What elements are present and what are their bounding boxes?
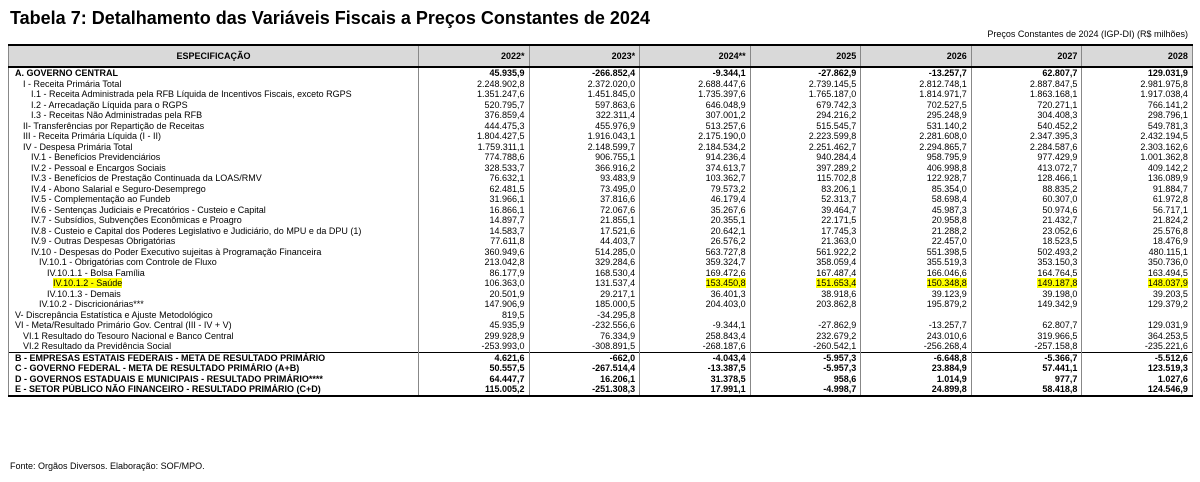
row-value: 50.557,5	[419, 363, 530, 374]
row-value: 679.742,3	[750, 100, 861, 111]
unit-note: Preços Constantes de 2024 (IGP-DI) (R$ milhões)	[987, 29, 1188, 39]
row-value: 258.843,4	[640, 331, 751, 342]
row-value: 72.067,6	[529, 205, 640, 216]
row-value: 129.031,9	[1082, 67, 1193, 79]
table-row	[9, 331, 1193, 342]
row-value: 455.976,9	[529, 121, 640, 132]
row-value: 1.027,6	[1082, 374, 1193, 385]
row-value: 85.354,0	[861, 184, 972, 195]
row-value: 14.583,7	[419, 226, 530, 237]
row-value: 319.966,5	[971, 331, 1082, 342]
table-row	[9, 310, 1193, 321]
row-label: III - Receita Primária Líquida (I - II)	[9, 131, 419, 142]
row-label: IV.8 - Custeio e Capital dos Poderes Legislativo e Judiciário, do MPU e da DPU (1)	[9, 226, 419, 237]
row-value: 1.917.038,4	[1082, 89, 1193, 100]
row-value: 60.307,0	[971, 194, 1082, 205]
row-label: C - GOVERNO FEDERAL - META DE RESULTADO PRIMÁRIO (A+B)	[9, 363, 419, 374]
row-value	[861, 278, 972, 289]
header-spec: ESPECIFICAÇÃO	[9, 45, 419, 67]
row-value: 2.294.865,7	[861, 142, 972, 153]
table-row	[9, 142, 1193, 153]
row-value: 350.736,0	[1082, 257, 1193, 268]
row-value: 1.735.397,6	[640, 89, 751, 100]
row-value: 597.863,6	[529, 100, 640, 111]
row-value: 1.759.311,1	[419, 142, 530, 153]
row-value: 22.457,0	[861, 236, 972, 247]
row-value: 4.621,6	[419, 352, 530, 363]
row-value: 45.935,9	[419, 320, 530, 331]
row-value: 444.475,3	[419, 121, 530, 132]
row-value: 50.974,6	[971, 205, 1082, 216]
row-value: -4.998,7	[750, 384, 861, 396]
row-value: 124.546,9	[1082, 384, 1193, 396]
table-row	[9, 121, 1193, 132]
row-value: 409.142,2	[1082, 163, 1193, 174]
row-value: 129.379,2	[1082, 299, 1193, 310]
row-value: 1.804.427,5	[419, 131, 530, 142]
row-value: 195.879,2	[861, 299, 972, 310]
row-value: -13.387,5	[640, 363, 751, 374]
header-year: 2023*	[529, 45, 640, 67]
row-label: I.3 - Receitas Não Administradas pela RFB	[9, 110, 419, 121]
row-value: 906.755,1	[529, 152, 640, 163]
row-value: 147.906,9	[419, 299, 530, 310]
row-value: 702.527,5	[861, 100, 972, 111]
row-label: I - Receita Primária Total	[9, 79, 419, 90]
row-value: -27.862,9	[750, 320, 861, 331]
row-label: IV.6 - Sentenças Judiciais e Precatórios - Custeio e Capital	[9, 205, 419, 216]
row-value: 1.863.168,1	[971, 89, 1082, 100]
row-value: 35.267,6	[640, 205, 751, 216]
table-row	[9, 384, 1193, 396]
row-value	[971, 278, 1082, 289]
table-row	[9, 363, 1193, 374]
row-value: 164.764,5	[971, 268, 1082, 279]
row-value: -9.344,1	[640, 320, 751, 331]
table-row	[9, 184, 1193, 195]
table-row	[9, 320, 1193, 331]
row-value: -27.862,9	[750, 67, 861, 79]
row-label: IV.10.1 - Obrigatórias com Controle de Fluxo	[9, 257, 419, 268]
row-label: II- Transferências por Repartição de Receitas	[9, 121, 419, 132]
row-value: 2.281.608,0	[861, 131, 972, 142]
row-value: 64.447,7	[419, 374, 530, 385]
row-value: 61.972,8	[1082, 194, 1193, 205]
row-value: 2.739.145,5	[750, 79, 861, 90]
row-label: IV.1 - Benefícios Previdenciários	[9, 152, 419, 163]
row-value: 52.313,7	[750, 194, 861, 205]
row-value: 2.284.587,6	[971, 142, 1082, 153]
table-row	[9, 268, 1193, 279]
row-value: 56.717,1	[1082, 205, 1193, 216]
row-label: I.2 - Arrecadação Líquida para o RGPS	[9, 100, 419, 111]
row-label: IV.10.1.3 - Demais	[9, 289, 419, 300]
row-value: 20.958,8	[861, 215, 972, 226]
row-label: V- Discrepância Estatística e Ajuste Metodológico	[9, 310, 419, 321]
table-row	[9, 257, 1193, 268]
table-row	[9, 110, 1193, 121]
row-label: A. GOVERNO CENTRAL	[9, 67, 419, 79]
row-value: 2.184.534,2	[640, 142, 751, 153]
table-row	[9, 194, 1193, 205]
row-value: 819,5	[419, 310, 530, 321]
row-value: 551.398,5	[861, 247, 972, 258]
row-value: 413.072,7	[971, 163, 1082, 174]
row-value: 515.545,7	[750, 121, 861, 132]
row-value: 123.519,3	[1082, 363, 1193, 374]
row-value: 17.745,3	[750, 226, 861, 237]
row-value: 307.001,2	[640, 110, 751, 121]
row-value: 62.807,7	[971, 320, 1082, 331]
row-value: 353.150,3	[971, 257, 1082, 268]
row-value	[1082, 278, 1193, 289]
row-value: 21.363,0	[750, 236, 861, 247]
row-value: 115.005,2	[419, 384, 530, 396]
row-value: 73.495,0	[529, 184, 640, 195]
row-value: 91.884,7	[1082, 184, 1193, 195]
row-value: 39.203,5	[1082, 289, 1193, 300]
table-title: Tabela 7: Detalhamento das Variáveis Fiscais a Preços Constantes de 2024	[10, 8, 650, 28]
row-value	[750, 310, 861, 321]
row-value: 36.401,3	[640, 289, 751, 300]
row-value: 406.998,8	[861, 163, 972, 174]
row-value: 22.171,5	[750, 215, 861, 226]
row-value: 720.271,1	[971, 100, 1082, 111]
row-value: 88.835,2	[971, 184, 1082, 195]
row-value: -5.366,7	[971, 352, 1082, 363]
row-value: 20.501,9	[419, 289, 530, 300]
row-value: 2.223.599,8	[750, 131, 861, 142]
row-value: 21.288,2	[861, 226, 972, 237]
row-value: 76.632,1	[419, 173, 530, 184]
table-header-row	[9, 45, 1193, 67]
row-value: 2.688.447,6	[640, 79, 751, 90]
row-value: -9.344,1	[640, 67, 751, 79]
row-value: 23.052,6	[971, 226, 1082, 237]
row-value: 24.899,8	[861, 384, 972, 396]
table-row	[9, 215, 1193, 226]
row-value: 21.824,2	[1082, 215, 1193, 226]
row-value: 83.206,1	[750, 184, 861, 195]
row-value: 21.432,7	[971, 215, 1082, 226]
row-value: 2.981.975,8	[1082, 79, 1193, 90]
table-row	[9, 131, 1193, 142]
row-value: 169.472,6	[640, 268, 751, 279]
row-value: 2.887.847,5	[971, 79, 1082, 90]
row-value: -34.295,8	[529, 310, 640, 321]
row-value: 16.206,1	[529, 374, 640, 385]
row-value: 17.991,1	[640, 384, 751, 396]
row-value: 77.611,8	[419, 236, 530, 247]
row-value: 44.403,7	[529, 236, 640, 247]
row-value: 2.248.902,8	[419, 79, 530, 90]
row-value: 62.807,7	[971, 67, 1082, 79]
fiscal-table	[8, 44, 1193, 397]
table-row	[9, 163, 1193, 174]
row-value: 17.521,6	[529, 226, 640, 237]
row-value: 131.537,4	[529, 278, 640, 289]
row-label: IV - Despesa Primária Total	[9, 142, 419, 153]
table-row	[9, 374, 1193, 385]
row-label: B - EMPRESAS ESTATAIS FEDERAIS - META DE RESULTADO PRIMÁRIO	[9, 352, 419, 363]
row-value: 128.466,1	[971, 173, 1082, 184]
row-value: 14.897,7	[419, 215, 530, 226]
row-value: 531.140,2	[861, 121, 972, 132]
row-value: 232.679,2	[750, 331, 861, 342]
row-value: 1.014,9	[861, 374, 972, 385]
row-value: 513.257,6	[640, 121, 751, 132]
row-value: 57.441,1	[971, 363, 1082, 374]
row-label: IV.4 - Abono Salarial e Seguro-Desemprego	[9, 184, 419, 195]
row-value: 977,7	[971, 374, 1082, 385]
source-note: Fonte: Orgãos Diversos. Elaboração: SOF/MPO.	[10, 461, 205, 471]
row-value: 2.812.748,1	[861, 79, 972, 90]
highlighted-value: 151.653,4	[816, 278, 857, 289]
row-value: 1.001.362,8	[1082, 152, 1193, 163]
row-value: -267.514,4	[529, 363, 640, 374]
row-value: 20.355,1	[640, 215, 751, 226]
row-value: 540.452,2	[971, 121, 1082, 132]
row-value: 45.987,3	[861, 205, 972, 216]
row-value: 774.788,6	[419, 152, 530, 163]
row-label: IV.2 - Pessoal e Encargos Sociais	[9, 163, 419, 174]
row-value: 1.451.845,0	[529, 89, 640, 100]
row-value: 136.089,9	[1082, 173, 1193, 184]
row-value: 366.916,2	[529, 163, 640, 174]
row-value: 360.949,6	[419, 247, 530, 258]
row-value: 167.487,4	[750, 268, 861, 279]
table-row	[9, 278, 1193, 289]
row-value	[640, 310, 751, 321]
row-value: 304.408,3	[971, 110, 1082, 121]
row-value: 480.115,1	[1082, 247, 1193, 258]
row-label: I.1 - Receita Administrada pela RFB Líquida de Incentivos Fiscais, exceto RGPS	[9, 89, 419, 100]
header-year: 2027	[971, 45, 1082, 67]
row-value: 106.363,0	[419, 278, 530, 289]
row-label: VI - Meta/Resultado Primário Gov. Central (III - IV + V)	[9, 320, 419, 331]
row-label: D - GOVERNOS ESTADUAIS E MUNICIPAIS - RESULTADO PRIMÁRIO****	[9, 374, 419, 385]
row-value: -257.158,8	[971, 341, 1082, 352]
row-value: 958,6	[750, 374, 861, 385]
row-value: -260.542,1	[750, 341, 861, 352]
row-value	[750, 278, 861, 289]
row-value: 298.796,1	[1082, 110, 1193, 121]
table-row	[9, 226, 1193, 237]
table-row	[9, 89, 1193, 100]
row-value: 359.324,7	[640, 257, 751, 268]
row-value: 45.935,9	[419, 67, 530, 79]
row-value: 76.334,9	[529, 331, 640, 342]
row-value: 914.236,4	[640, 152, 751, 163]
row-value: 563.727,8	[640, 247, 751, 258]
row-value: 1.351.247,6	[419, 89, 530, 100]
row-value: 16.866,1	[419, 205, 530, 216]
row-value: 299.928,9	[419, 331, 530, 342]
row-value: 204.403,0	[640, 299, 751, 310]
header-year: 2024**	[640, 45, 751, 67]
row-value: -235.221,6	[1082, 341, 1193, 352]
row-value: 21.855,1	[529, 215, 640, 226]
row-value	[861, 310, 972, 321]
row-value: 376.859,4	[419, 110, 530, 121]
row-value: 977.429,9	[971, 152, 1082, 163]
row-value: 549.781,3	[1082, 121, 1193, 132]
row-value: 397.289,2	[750, 163, 861, 174]
row-value: -253.993,0	[419, 341, 530, 352]
row-value: 166.046,6	[861, 268, 972, 279]
row-value: 294.216,2	[750, 110, 861, 121]
row-value: 374.613,7	[640, 163, 751, 174]
highlighted-value: 148.037,9	[1147, 278, 1188, 289]
row-value: 2.372.020,0	[529, 79, 640, 90]
row-value: -5.957,3	[750, 352, 861, 363]
row-value: 502.493,2	[971, 247, 1082, 258]
row-value: 86.177,9	[419, 268, 530, 279]
highlighted-label: IV.10.1.2 - Saúde	[53, 278, 123, 289]
table-row	[9, 100, 1193, 111]
row-value: 129.031,9	[1082, 320, 1193, 331]
row-value: 213.042,8	[419, 257, 530, 268]
row-label: IV.7 - Subsídios, Subvenções Econômicas e Proagro	[9, 215, 419, 226]
row-value: 295.248,9	[861, 110, 972, 121]
table-row	[9, 247, 1193, 258]
row-value: 328.533,7	[419, 163, 530, 174]
highlighted-value: 149.187,8	[1037, 278, 1078, 289]
row-value: 46.179,4	[640, 194, 751, 205]
row-value: 514.285,0	[529, 247, 640, 258]
table-row	[9, 299, 1193, 310]
row-value: 958.795,9	[861, 152, 972, 163]
row-label: VI.1 Resultado do Tesouro Nacional e Banco Central	[9, 331, 419, 342]
row-value: -268.187,6	[640, 341, 751, 352]
row-value: 38.918,6	[750, 289, 861, 300]
header-year: 2022*	[419, 45, 530, 67]
table-row	[9, 173, 1193, 184]
row-value: 2.432.194,5	[1082, 131, 1193, 142]
row-value: -6.648,8	[861, 352, 972, 363]
table-row	[9, 152, 1193, 163]
table-row	[9, 289, 1193, 300]
row-label: IV.5 - Complementação ao Fundeb	[9, 194, 419, 205]
row-value: 103.362,7	[640, 173, 751, 184]
row-value: 1.916.043,1	[529, 131, 640, 142]
row-value: 39.464,7	[750, 205, 861, 216]
row-value: 185.000,5	[529, 299, 640, 310]
row-value: 1.765.187,0	[750, 89, 861, 100]
row-label: VI.2 Resultado da Previdência Social	[9, 341, 419, 352]
table-row	[9, 352, 1193, 363]
row-value	[971, 310, 1082, 321]
row-value: -251.308,3	[529, 384, 640, 396]
row-value: -5.512,6	[1082, 352, 1193, 363]
row-value: 520.795,7	[419, 100, 530, 111]
row-value: -308.891,5	[529, 341, 640, 352]
row-value: 29.217,1	[529, 289, 640, 300]
row-value	[1082, 310, 1193, 321]
row-value: 2.347.395,3	[971, 131, 1082, 142]
row-value: 31.966,1	[419, 194, 530, 205]
row-value: 329.284,6	[529, 257, 640, 268]
row-value: 2.175.190,0	[640, 131, 751, 142]
row-value: 561.922,2	[750, 247, 861, 258]
header-year: 2025	[750, 45, 861, 67]
row-value: 358.059,4	[750, 257, 861, 268]
header-year: 2026	[861, 45, 972, 67]
row-value: -662,0	[529, 352, 640, 363]
row-value: -13.257,7	[861, 320, 972, 331]
row-label: IV.10 - Despesas do Poder Executivo sujeitas à Programação Financeira	[9, 247, 419, 258]
row-value: 364.253,5	[1082, 331, 1193, 342]
row-value: 2.251.462,7	[750, 142, 861, 153]
row-value: 203.862,8	[750, 299, 861, 310]
row-value: 25.576,8	[1082, 226, 1193, 237]
row-value: 39.198,0	[971, 289, 1082, 300]
row-value: 23.884,9	[861, 363, 972, 374]
row-value: 322.311,4	[529, 110, 640, 121]
row-value: 93.483,9	[529, 173, 640, 184]
row-value: 18.523,5	[971, 236, 1082, 247]
row-value: 766.141,2	[1082, 100, 1193, 111]
row-value: 940.284,4	[750, 152, 861, 163]
table-row	[9, 236, 1193, 247]
row-value: 39.123,9	[861, 289, 972, 300]
table-row	[9, 341, 1193, 352]
row-label: IV.10.1.1 - Bolsa Família	[9, 268, 419, 279]
row-value: 122.928,7	[861, 173, 972, 184]
row-value: 115.702,8	[750, 173, 861, 184]
row-value: 20.642,1	[640, 226, 751, 237]
row-value: 18.476,9	[1082, 236, 1193, 247]
row-value: -232.556,6	[529, 320, 640, 331]
header-year: 2028	[1082, 45, 1193, 67]
row-value: 243.010,6	[861, 331, 972, 342]
row-value: 58.698,4	[861, 194, 972, 205]
row-value: -256.268,4	[861, 341, 972, 352]
row-label: IV.9 - Outras Despesas Obrigatórias	[9, 236, 419, 247]
row-value: 58.418,8	[971, 384, 1082, 396]
row-value: 355.519,3	[861, 257, 972, 268]
row-value: -5.957,3	[750, 363, 861, 374]
row-value: 26.576,2	[640, 236, 751, 247]
row-value	[640, 278, 751, 289]
row-value: 149.342,9	[971, 299, 1082, 310]
row-value: -266.852,4	[529, 67, 640, 79]
table-row	[9, 79, 1193, 90]
row-value: 646.048,9	[640, 100, 751, 111]
row-value: 37.816,6	[529, 194, 640, 205]
row-value: 2.303.162,6	[1082, 142, 1193, 153]
row-value: -4.043,4	[640, 352, 751, 363]
row-value: 1.814.971,7	[861, 89, 972, 100]
highlighted-value: 153.450,8	[705, 278, 746, 289]
row-value: 62.481,5	[419, 184, 530, 195]
highlighted-value: 150.348,8	[926, 278, 967, 289]
row-value: 79.573,2	[640, 184, 751, 195]
row-value: 2.148.599,7	[529, 142, 640, 153]
row-value: 31.378,5	[640, 374, 751, 385]
row-label	[9, 278, 419, 289]
row-value: 163.494,5	[1082, 268, 1193, 279]
row-value: -13.257,7	[861, 67, 972, 79]
table-row	[9, 67, 1193, 79]
row-label: IV.3 - Benefícios de Prestação Continuada da LOAS/RMV	[9, 173, 419, 184]
row-label: E - SETOR PÚBLICO NÃO FINANCEIRO - RESULTADO PRIMÁRIO (C+D)	[9, 384, 419, 396]
row-value: 168.530,4	[529, 268, 640, 279]
row-label: IV.10.2 - Discricionárias***	[9, 299, 419, 310]
table-row	[9, 205, 1193, 216]
